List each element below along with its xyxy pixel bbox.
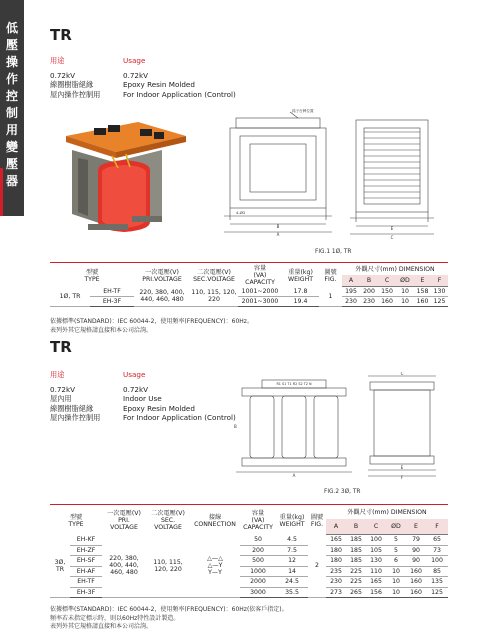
cell-dim: 5 bbox=[386, 545, 406, 556]
th-pri bbox=[134, 263, 190, 287]
th-dim-c: C bbox=[366, 519, 386, 535]
section2-notes bbox=[50, 606, 288, 632]
cell-dim: 73 bbox=[426, 545, 448, 556]
cell-dim: 6 bbox=[386, 556, 406, 567]
sidebar-tab bbox=[0, 0, 24, 216]
th-cap-en: CAPACITY bbox=[245, 279, 275, 287]
note-line: 頻率若未指定標示時，則以60Hz特性設計製造。 bbox=[50, 614, 180, 622]
fig1-dim-a: A bbox=[276, 232, 280, 237]
th-type-en: TYPE bbox=[84, 275, 100, 283]
th-pri-zh: 一次電壓(V) bbox=[107, 510, 141, 518]
cell-dim: 65 bbox=[426, 535, 448, 546]
cell-dim: 160 bbox=[378, 297, 396, 307]
usage-en-heading: Usage bbox=[123, 56, 146, 65]
cell-capacity: 2001~3000 bbox=[238, 297, 282, 307]
th-dim-a: A bbox=[326, 519, 346, 535]
cell-dim: 180 bbox=[326, 545, 346, 556]
cell-capacity: 1000 bbox=[240, 566, 276, 577]
fig2-dim-f: F bbox=[400, 475, 404, 480]
cell-dim: 156 bbox=[366, 587, 386, 598]
cell-weight: 17.8 bbox=[282, 287, 319, 297]
th-cap-unit: (VA) bbox=[253, 272, 267, 280]
th-sec-zh: 二次電壓(V) bbox=[197, 268, 231, 276]
th-dim-e: E bbox=[406, 519, 426, 535]
th-sec-en: SEC.VOLTAGE bbox=[193, 275, 235, 283]
cell-dim: 185 bbox=[346, 545, 366, 556]
sidebar-char: 壓 bbox=[5, 157, 18, 171]
cell-dim: 10 bbox=[396, 297, 414, 307]
cell-dim: 85 bbox=[426, 566, 448, 577]
cell-dim: 180 bbox=[326, 556, 346, 567]
sidebar-char: 作 bbox=[5, 72, 18, 86]
sidebar-char: 控 bbox=[5, 89, 18, 103]
sidebar-char: 用 bbox=[5, 123, 18, 137]
th-connection bbox=[190, 505, 240, 535]
usage-en-line: 0.72kV bbox=[123, 70, 149, 80]
th-dim-c: C bbox=[378, 275, 396, 287]
cell-dim: 200 bbox=[360, 287, 378, 297]
th-dimension: 外觀尺寸(mm) DIMENSION bbox=[326, 505, 448, 519]
th-sec-zh: 二次電壓(V) bbox=[151, 510, 185, 518]
note-line: 依據標準(STANDARD)：IEC 60044-2，使用頻率(FREQUENCY)：60Hz(依客戶指定)。 bbox=[50, 606, 288, 613]
table-row bbox=[50, 535, 448, 546]
th-sec-en2: VOLTAGE bbox=[154, 524, 182, 532]
cell-pri: 220, 380, 400, 440, 460, 480 bbox=[102, 535, 146, 598]
cell-fig: 2 bbox=[308, 535, 326, 598]
th-fig-en: FIG. bbox=[324, 275, 337, 283]
sidebar-char: 變 bbox=[5, 140, 18, 154]
cell-dim: 225 bbox=[346, 566, 366, 577]
cell-group: 1Ø, TR bbox=[50, 287, 90, 307]
section2-spec-table bbox=[50, 504, 448, 598]
cell-dim: 230 bbox=[360, 297, 378, 307]
cell-dim: 100 bbox=[366, 535, 386, 546]
cell-dim: 230 bbox=[342, 297, 360, 307]
th-fig bbox=[319, 263, 342, 287]
th-cap-zh: 容量 bbox=[253, 265, 267, 273]
usage-zh-heading: 用途 bbox=[50, 56, 65, 65]
usage-en-heading: Usage bbox=[123, 370, 146, 379]
usage-en-line: Epoxy Resin Molded bbox=[123, 80, 195, 90]
fig1-hole: 4-ØD bbox=[236, 211, 246, 215]
cell-model: EH-3F bbox=[70, 587, 102, 598]
fig2-dim-b: B bbox=[234, 424, 237, 429]
th-dimension: 外觀尺寸(mm) DIMENSION bbox=[342, 263, 448, 275]
usage-zh-heading: 用途 bbox=[50, 370, 65, 379]
fig1-side-drawing bbox=[350, 118, 434, 240]
cell-dim: 160 bbox=[406, 577, 426, 588]
cell-model: EH-AF bbox=[70, 566, 102, 577]
cell-dim: 185 bbox=[346, 556, 366, 567]
th-pri-en: PRI.VOLTAGE bbox=[142, 275, 182, 283]
th-type-zh: 型號 bbox=[69, 513, 83, 521]
cell-dim: 230 bbox=[326, 577, 346, 588]
th-cap-en: CAPACITY bbox=[243, 524, 273, 532]
section2-title: TR bbox=[50, 338, 72, 356]
connection-line: △—△ bbox=[207, 555, 223, 563]
cell-dim: 165 bbox=[326, 535, 346, 546]
sidebar-char: 操 bbox=[5, 55, 18, 69]
cell-group: 3Ø, TR bbox=[50, 535, 70, 598]
th-wt-zh: 重量(kg) bbox=[279, 513, 305, 521]
th-type-en: TYPE bbox=[68, 520, 84, 528]
cell-dim: 160 bbox=[406, 566, 426, 577]
cell-dim: 265 bbox=[346, 587, 366, 598]
fig2-dim-a: A bbox=[292, 473, 296, 478]
th-wt-zh: 重量(kg) bbox=[288, 268, 313, 276]
cell-weight: 19.4 bbox=[282, 297, 319, 307]
cell-weight: 35.5 bbox=[276, 587, 308, 598]
cell-dim: 160 bbox=[414, 297, 431, 307]
cell-dim: 165 bbox=[366, 577, 386, 588]
cell-dim: 150 bbox=[378, 287, 396, 297]
usage-zh-line: 0.72kV bbox=[50, 70, 76, 80]
connection-line: Y—Y bbox=[208, 569, 222, 577]
cell-dim: 10 bbox=[396, 287, 414, 297]
fig1-dim-b: B bbox=[276, 224, 280, 229]
table-row bbox=[50, 287, 448, 297]
th-cap-unit: (VA) bbox=[251, 517, 265, 525]
usage-en-line: For Indoor Application (Control) bbox=[123, 89, 236, 99]
cell-model: EH-ZF bbox=[70, 545, 102, 556]
connection-line: △—Y bbox=[207, 562, 223, 570]
cell-dim: 125 bbox=[426, 587, 448, 598]
th-pri bbox=[102, 505, 146, 535]
th-type-zh: 型號 bbox=[85, 268, 99, 276]
usage-en-line: 0.72kV bbox=[123, 384, 149, 394]
cell-capacity: 2000 bbox=[240, 577, 276, 588]
cell-dim: 90 bbox=[406, 556, 426, 567]
cell-dim: 10 bbox=[386, 587, 406, 598]
th-sec-en: SEC. bbox=[160, 517, 176, 525]
note-line: 依據標準(STANDARD)：IEC 60044-2，使用頻率(FREQUENCY)：60Hz。 bbox=[50, 318, 253, 325]
cell-capacity: 200 bbox=[240, 545, 276, 556]
cell-dim: 185 bbox=[346, 535, 366, 546]
section1-notes bbox=[50, 318, 253, 335]
cell-model: EH-TF bbox=[70, 577, 102, 588]
th-dim-e: E bbox=[414, 275, 431, 287]
section1-title: TR bbox=[50, 26, 72, 44]
note-line: 表列外其它規格請直接和本公司洽詢。 bbox=[50, 623, 153, 631]
cell-model: EH-TF bbox=[90, 287, 134, 297]
cell-capacity: 3000 bbox=[240, 587, 276, 598]
cell-dim: 135 bbox=[426, 577, 448, 588]
usage-zh-line: 屋內用 bbox=[50, 394, 72, 404]
sidebar-char: 低 bbox=[5, 21, 18, 35]
usage-zh-line: 0.72kV bbox=[50, 384, 76, 394]
cell-dim: 105 bbox=[366, 545, 386, 556]
table-row bbox=[50, 297, 448, 307]
cell-capacity: 50 bbox=[240, 535, 276, 546]
th-cap-zh: 容量 bbox=[251, 510, 265, 518]
section1-usage bbox=[50, 56, 250, 101]
fig2-terminals: R1 S1 T1 R2 S2 T2 N bbox=[276, 382, 312, 386]
sidebar-char: 制 bbox=[5, 106, 18, 120]
cell-capacity: 500 bbox=[240, 556, 276, 567]
cell-model: EH-3F bbox=[90, 297, 134, 307]
cell-dim: 125 bbox=[431, 297, 448, 307]
sidebar-char: 器 bbox=[5, 174, 18, 188]
th-dim-b: B bbox=[346, 519, 366, 535]
th-weight bbox=[282, 263, 319, 287]
th-capacity bbox=[240, 505, 276, 535]
fig1-dim-c: C bbox=[390, 235, 394, 240]
usage-zh-line: 屋內操作控制用 bbox=[50, 413, 101, 423]
th-type bbox=[50, 263, 134, 287]
usage-en-line: Indoor Use bbox=[123, 394, 162, 404]
section1-spec-table bbox=[50, 262, 448, 307]
th-fig-zh: 圖號 bbox=[324, 268, 337, 276]
th-pri-zh: 一次電壓(V) bbox=[145, 268, 179, 276]
th-fig bbox=[308, 505, 326, 535]
th-wt-en: WEIGHT bbox=[287, 275, 314, 283]
cell-dim: 158 bbox=[414, 287, 431, 297]
th-dim-f: F bbox=[426, 519, 448, 535]
fig2-front-drawing bbox=[232, 378, 356, 478]
cell-fig: 1 bbox=[319, 287, 342, 307]
cell-capacity: 1001~2000 bbox=[238, 287, 282, 297]
th-pri-en: PRI. bbox=[118, 517, 130, 525]
th-dim-a: A bbox=[342, 275, 360, 287]
single-phase-transformer-photo bbox=[58, 112, 188, 244]
th-wt-en: WEIGHT bbox=[279, 520, 305, 528]
cell-dim: 160 bbox=[406, 587, 426, 598]
cell-dim: 10 bbox=[386, 577, 406, 588]
cell-model: EH-KF bbox=[70, 535, 102, 546]
th-sec bbox=[146, 505, 190, 535]
th-weight bbox=[276, 505, 308, 535]
cell-weight: 14 bbox=[276, 566, 308, 577]
th-dim-d: ØD bbox=[396, 275, 414, 287]
cell-dim: 100 bbox=[426, 556, 448, 567]
note-line: 表列外其它規格請直接和本公司洽詢。 bbox=[50, 326, 153, 334]
fig1-dim-e: E bbox=[390, 226, 394, 231]
th-dim-d: ØD bbox=[386, 519, 406, 535]
cell-dim: 90 bbox=[406, 545, 426, 556]
th-pri-en2: VOLTAGE bbox=[110, 524, 138, 532]
sidebar-char: 壓 bbox=[5, 38, 18, 52]
fig2-dim-e: E bbox=[400, 465, 404, 470]
th-conn-en: CONNECTION bbox=[194, 520, 236, 528]
cell-dim: 225 bbox=[346, 577, 366, 588]
cell-dim: 5 bbox=[386, 535, 406, 546]
th-dim-f: F bbox=[431, 275, 448, 287]
usage-zh-line: 線圈樹脂絕緣 bbox=[50, 80, 94, 90]
th-fig-zh: 圖號 bbox=[310, 513, 324, 521]
cell-dim: 79 bbox=[406, 535, 426, 546]
fig2-side-drawing bbox=[364, 372, 440, 480]
cell-dim: 130 bbox=[366, 556, 386, 567]
cell-dim: 130 bbox=[431, 287, 448, 297]
fig1-nameplate: 銘子台牌位置 bbox=[292, 109, 314, 113]
cell-sec: 110, 115, 120, 220 bbox=[146, 535, 190, 598]
usage-en-line: For Indoor Application (Control) bbox=[123, 413, 236, 423]
cell-model: EH-SF bbox=[70, 556, 102, 567]
usage-zh-line: 線圈樹脂絕緣 bbox=[50, 403, 94, 413]
cell-weight: 4.5 bbox=[276, 535, 308, 546]
cell-pri: 220, 380, 400, 440, 460, 480 bbox=[134, 287, 190, 307]
cell-dim: 235 bbox=[326, 566, 346, 577]
fig2-caption: FIG.2 3Ø, TR bbox=[324, 489, 361, 495]
sidebar-accent bbox=[0, 168, 3, 216]
sidebar-title bbox=[2, 20, 22, 190]
th-conn-zh: 接線 bbox=[208, 513, 222, 521]
cell-dim: 110 bbox=[366, 566, 386, 577]
th-capacity bbox=[238, 263, 282, 287]
cell-dim: 195 bbox=[342, 287, 360, 297]
usage-en-line: Epoxy Resin Molded bbox=[123, 403, 195, 413]
cell-dim: 10 bbox=[386, 566, 406, 577]
fig1-front-drawing bbox=[220, 108, 338, 238]
cell-weight: 24.5 bbox=[276, 577, 308, 588]
cell-dim: 273 bbox=[326, 587, 346, 598]
fig2-dim-c: C bbox=[400, 372, 404, 376]
cell-sec: 110, 115, 120, 220 bbox=[190, 287, 238, 307]
cell-connection bbox=[190, 535, 240, 598]
th-sec bbox=[190, 263, 238, 287]
th-dim-b: B bbox=[360, 275, 378, 287]
th-fig-en: FIG. bbox=[310, 520, 324, 528]
cell-weight: 12 bbox=[276, 556, 308, 567]
usage-zh-line: 屋內操作控制用 bbox=[50, 89, 101, 99]
section2-usage bbox=[50, 370, 250, 425]
fig1-caption: FIG.1 1Ø, TR bbox=[315, 249, 352, 255]
cell-weight: 7.5 bbox=[276, 545, 308, 556]
th-type bbox=[50, 505, 102, 535]
